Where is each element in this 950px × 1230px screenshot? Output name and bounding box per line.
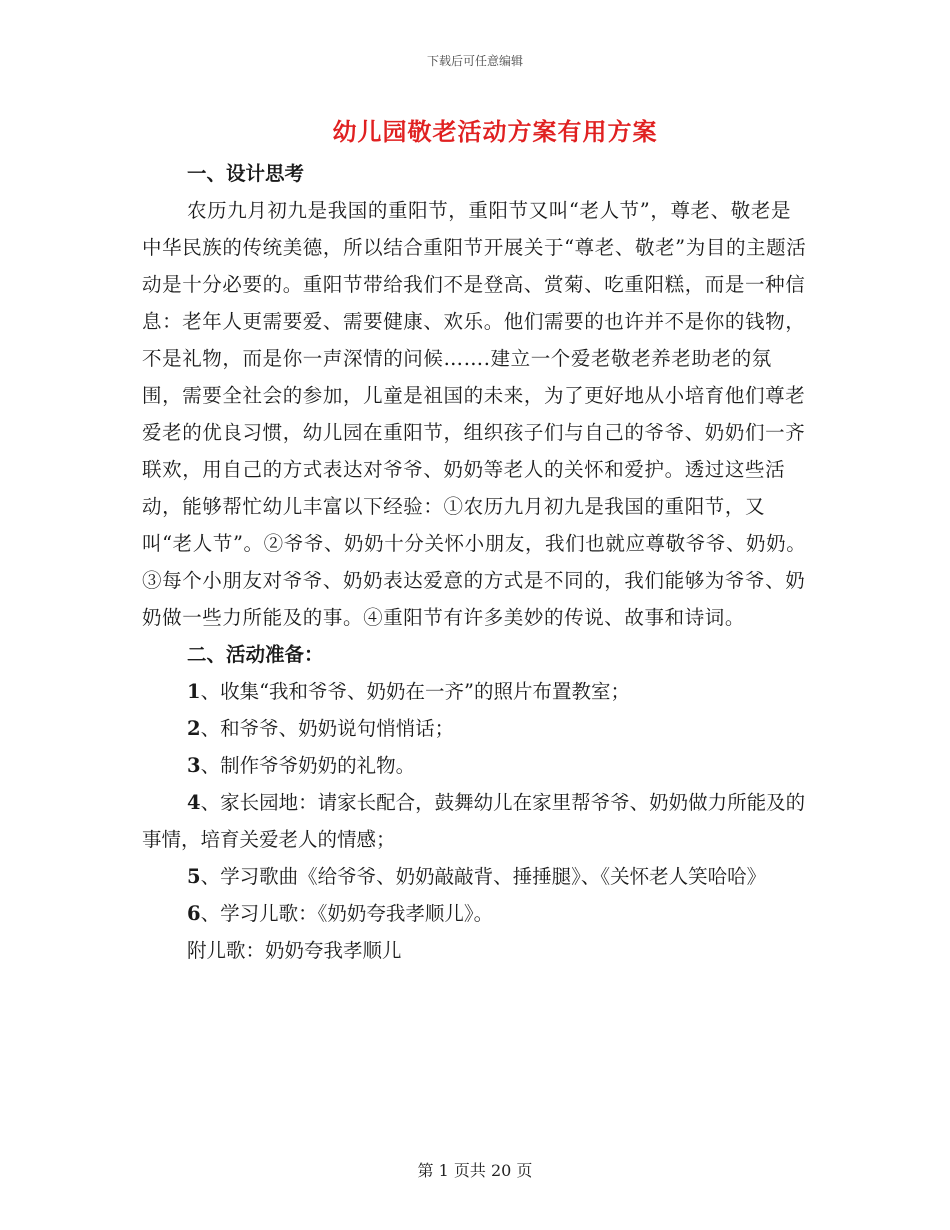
section-heading-design: 一、设计思考 bbox=[187, 162, 305, 185]
list-item bbox=[142, 747, 810, 784]
list-item bbox=[142, 858, 810, 895]
list-item bbox=[142, 673, 810, 710]
appendix-line: 附儿歌：奶奶夸我孝顺儿 bbox=[187, 939, 402, 962]
item-text: 、和爷爷、奶奶说句悄悄话； bbox=[200, 717, 455, 740]
design-paragraph: 农历九月初九是我国的重阳节，重阳节又叫“老人节”，尊老、敬老是中华民族的传统美德，所以结合重阳节开展关于“尊老、敬老”为目的主题活动是十分必要的。重阳节带给我们不是登高、赏菊、吃重阳糕，而是一种信息：老年人更需要爱、需要健康、欢乐。他们需要的也许并不是你的钱物，不是礼物，而是你一声深情的问候…….建立一个爱老敬老养老助老的氛围，需要全社会的参加，儿童是祖国的未来，为了更好地从小培育他们尊老爱老的优良习惯，幼儿园在重阳节，组织孩子们与自己的爷爷、奶奶们一齐联欢，用自己的方式表达对爷爷、奶奶等老人的关怀和爱护。透过这些活动，能够帮忙幼儿丰富以下经验：①农历九月初九是我国的重阳节，又叫“老人节”。②爷爷、奶奶十分关怀小朋友，我们也就应尊敬爷爷、奶奶。③每个小朋友对爷爷、奶奶表达爱意的方式是不同的，我们能够为爷爷、奶奶做一些力所能及的事。④重阳节有许多美妙的传说、故事和诗词。 bbox=[142, 199, 807, 629]
section-heading-preparation: 二、活动准备： bbox=[187, 643, 324, 666]
document-title: 幼儿园敬老活动方案有用方案 bbox=[332, 117, 658, 146]
page-footer: 第 1 页共 20 页 bbox=[417, 1161, 533, 1180]
item-number: 3 bbox=[187, 754, 201, 777]
item-text: 、制作爷爷奶奶的礼物。 bbox=[200, 754, 416, 777]
list-item bbox=[142, 710, 810, 747]
item-number: 6 bbox=[187, 902, 201, 925]
item-text: 、学习歌曲《给爷爷、奶奶敲敲背、捶捶腿》、《关怀老人笑哈哈》 bbox=[200, 865, 767, 888]
item-text: 、家长园地：请家长配合，鼓舞幼儿在家里帮爷爷、奶奶做力所能及的事情，培育关爱老人的情感； bbox=[142, 791, 806, 851]
item-number: 5 bbox=[187, 865, 201, 888]
document-body bbox=[142, 155, 810, 969]
item-text: 、学习儿歌：《奶奶夸我孝顺儿》。 bbox=[200, 902, 494, 925]
item-number: 2 bbox=[187, 717, 201, 740]
list-item bbox=[142, 784, 810, 858]
item-number: 1 bbox=[187, 680, 201, 703]
list-item bbox=[142, 895, 810, 932]
item-number: 4 bbox=[187, 791, 201, 814]
item-text: 、收集“我和爷爷、奶奶在一齐”的照片布置教室； bbox=[200, 680, 631, 703]
page-header: 下载后可任意编辑 bbox=[426, 54, 523, 68]
